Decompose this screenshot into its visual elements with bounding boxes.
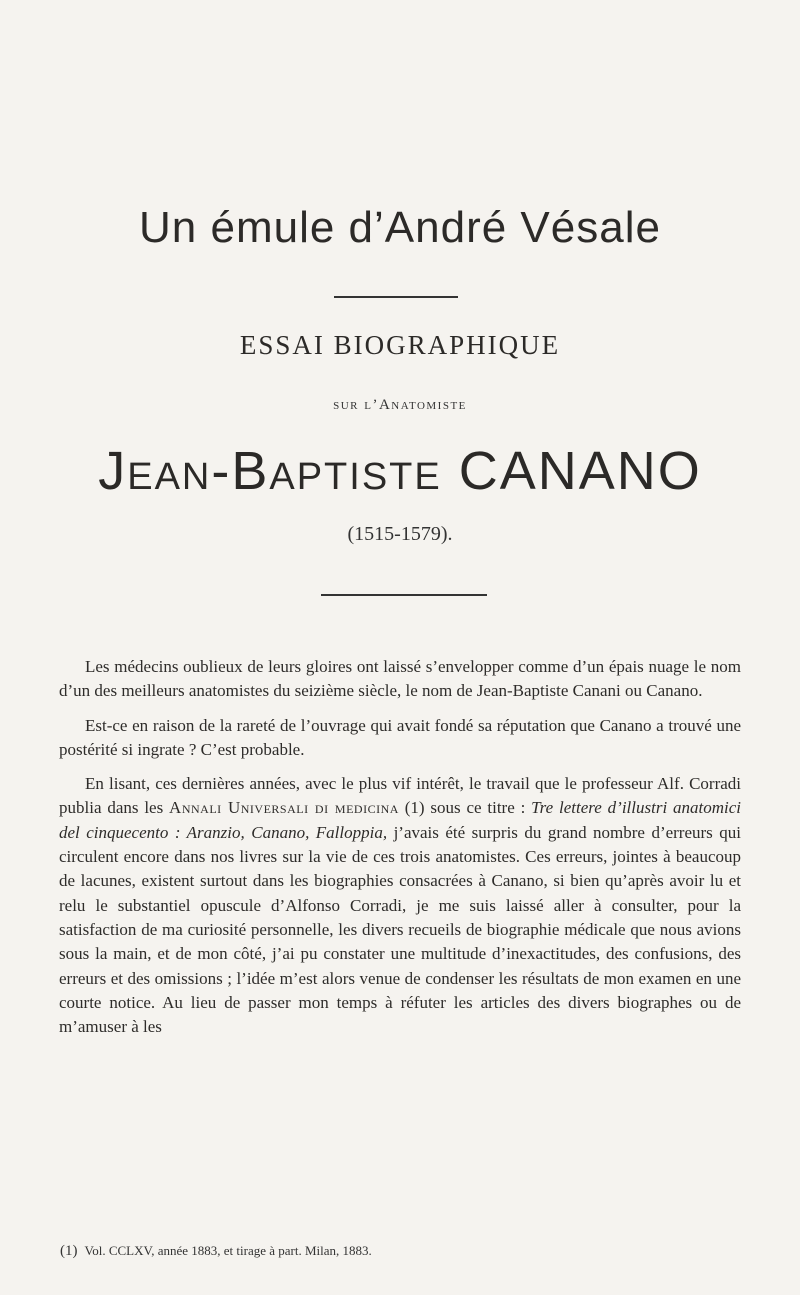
paragraph-3-part-b: (1) sous ce titre : (398, 798, 532, 818)
paragraph-3-part-c: j’avais été surpris du grand nombre d’erreurs qui circulent encore dans nos livres sur la vie de ces trois anatomistes. Ces erreurs, jointes à beaucoup de lacunes, existent surtout dans les biographies consacrées à Canano, si bien qu’après avoir lu et relu le substantiel opuscule d’Alfonso Corradi, je me suis laissé aller à consulter, pour la satisfaction de ma curiosité personnelle, les divers recueils de biographie médicale que nous avions sous la main, et de mon côté, j’ai pu constater une multitude d’inexactitudes, des confusions, des erreurs et des omissions ; l’idée m’est alors venue de condenser les résultats de mon examen en une courte notice. Au lieu de passer mon temps à réfuter les articles des divers biographes ou de m’amuser à les (59, 822, 741, 1037)
work-title: Tre lettere d’illustri anatomici del cinquecento : Aranzio, Canano, Falloppia, (59, 798, 741, 842)
subject-name (0, 440, 800, 502)
subject-dates: (1515-1579). (347, 523, 453, 545)
subtitle: ESSAI BIOGRAPHIQUE (239, 330, 561, 360)
paragraph-3 (59, 772, 741, 1039)
main-title: Un émule d’André Vésale (139, 203, 661, 252)
paragraph-1: Les médecins oublieux de leurs gloires ont laissé s’envelopper comme d’un épais nuage le nom d’un des meilleurs anatomistes du seizième siècle, le nom de Jean-Baptiste Canani ou Canano. (59, 657, 741, 701)
footnote (60, 1243, 750, 1260)
footnote-mark: (1) (60, 1243, 78, 1259)
paragraph-2: Est-ce en raison de la rareté de l’ouvrage qui avait fondé sa réputation que Canano a trouvé une postérité si ingrate ? C’est probable. (59, 715, 741, 759)
subject-family-name: CANANO (458, 441, 702, 501)
journal-title: Annali Universali di medicina (169, 798, 399, 818)
body-text (59, 655, 741, 1049)
subject-given-name: Jean-Baptiste (98, 441, 442, 501)
footnote-text: Vol. CCLXV, année 1883, et tirage à part. Milan, 1883. (84, 1243, 372, 1258)
subject-line: sur l’Anatomiste (333, 397, 467, 413)
section-divider (321, 594, 487, 596)
paragraph-3-part-a: En lisant, ces dernières années, avec le plus vif intérêt, le travail que le professeur Alf. Corradi publia dans les (59, 774, 741, 818)
title-divider (334, 296, 458, 298)
